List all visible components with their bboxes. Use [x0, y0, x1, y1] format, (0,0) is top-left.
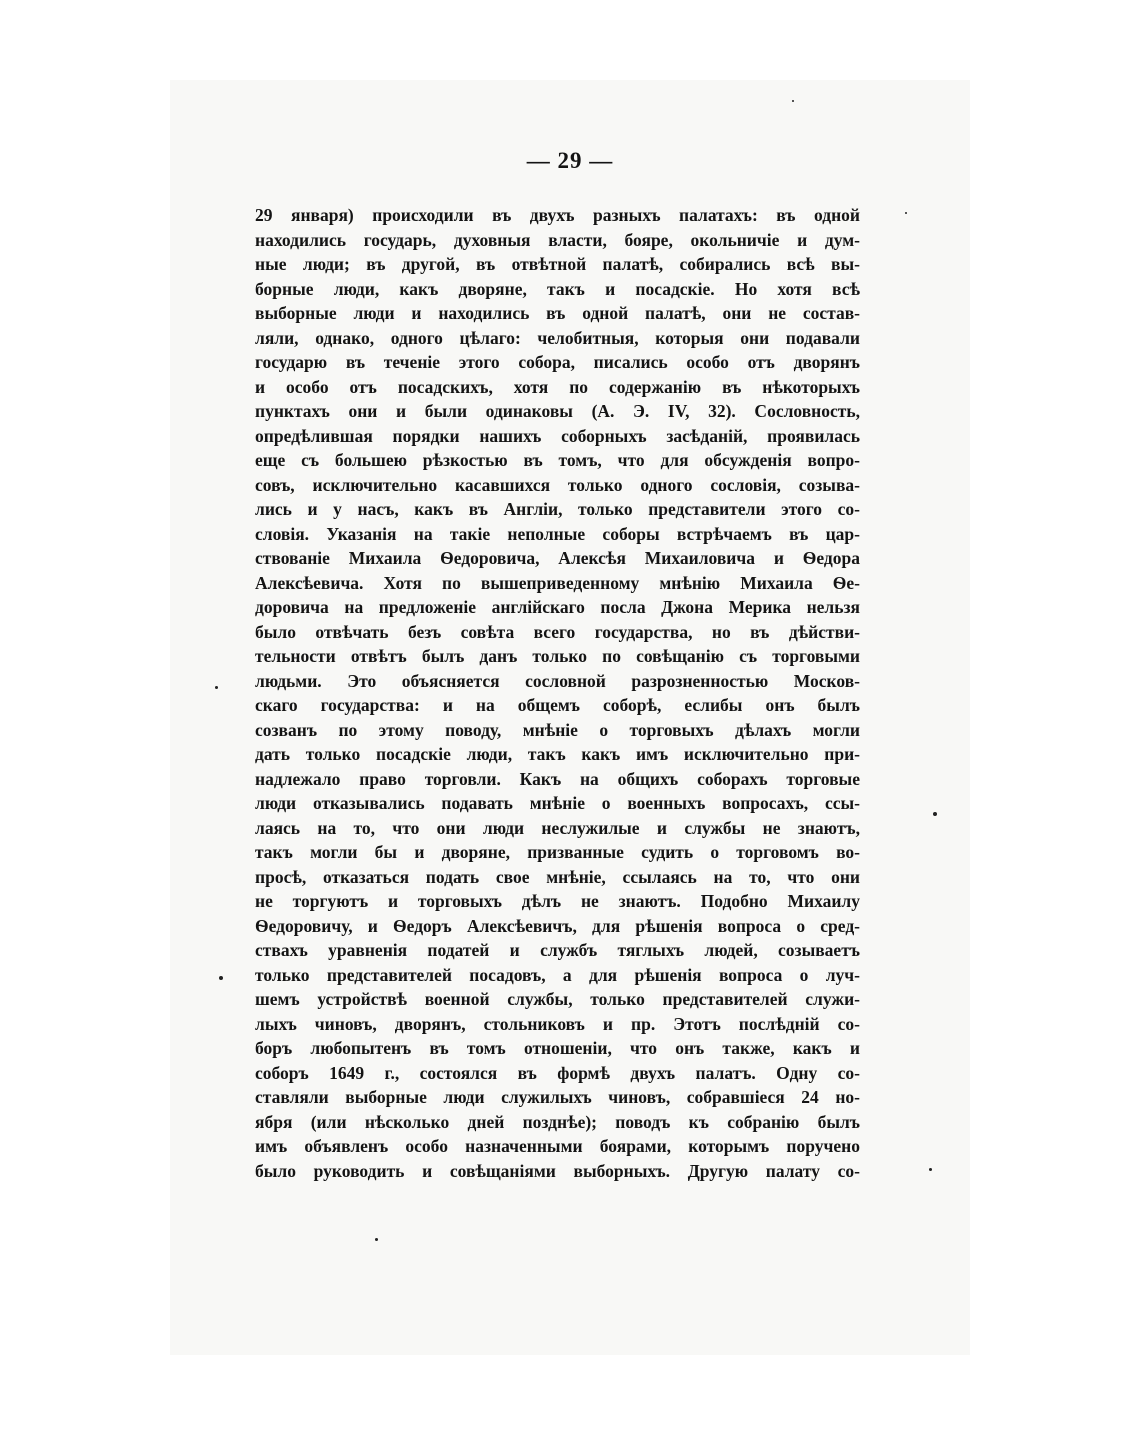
text-line: государю въ теченіе этого собора, писались особо отъ дворянъ — [255, 352, 860, 372]
scan-speck — [219, 976, 223, 980]
text-line: ствахъ уравненія податей и службъ тяглыхъ людей, созываетъ — [255, 940, 860, 960]
text-line: было отвѣчать безъ совѣта всего государства, но въ дѣйстви- — [255, 621, 860, 642]
scan-speck — [215, 686, 218, 689]
text-line: лаясь на то, что они люди неслужилые и службы не знаютъ, — [255, 817, 860, 838]
text-line: только представителей посадовъ, а для рѣшенія вопроса о луч- — [255, 964, 860, 985]
text-line: такъ могли бы и дворяне, призванные судить о торговомъ во- — [255, 842, 860, 862]
scan-speck — [792, 100, 794, 102]
scan-speck — [375, 1238, 378, 1241]
text-line: 29 января) происходили въ двухъ разныхъ палатахъ: въ одной — [255, 205, 860, 225]
text-line: дать только посадскіе люди, такъ какъ имъ исключительно при- — [255, 744, 860, 764]
text-line: еще съ большею рѣзкостью въ томъ, что для обсужденія вопро- — [255, 450, 860, 470]
text-line: созванъ по этому поводу, мнѣніе о торговыхъ дѣлахъ могли — [255, 719, 860, 740]
text-line: было руководить и совѣщаніями выборныхъ. Другую палату со- — [255, 1160, 860, 1181]
text-line: ляли, однако, одного цѣлаго: челобитныя, которыя они подавали — [255, 327, 860, 348]
text-line: пунктахъ они и были одинаковы (А. Э. IV, 32). Сословность, — [255, 401, 860, 421]
text-line: ября (или нѣсколько дней позднѣе); поводъ къ собранію былъ — [255, 1111, 860, 1132]
scan-speck — [905, 212, 907, 214]
text-line: просѣ, отказаться подать свое мнѣніе, ссылаясь на то, что они — [255, 866, 860, 887]
text-line: люди отказывались подавать мнѣніе о военныхъ вопросахъ, ссы- — [255, 793, 860, 813]
text-line: ставляли выборные люди служилыхъ чиновъ, собравшіеся 24 но- — [255, 1087, 860, 1107]
text-line: находились государь, духовныя власти, бояре, окольничіе и дум- — [255, 229, 860, 250]
text-line: не торгуютъ и торговыхъ дѣлъ не знаютъ. Подобно Михаилу — [255, 891, 860, 911]
text-line: и особо отъ посадскихъ, хотя по содержанію въ нѣкоторыхъ — [255, 376, 860, 397]
text-line: опредѣлившая порядки нашихъ соборныхъ засѣданій, проявилась — [255, 425, 860, 446]
scan-speck — [929, 1168, 932, 1171]
text-line: Ѳедоровичу, и Ѳедоръ Алексѣевичъ, для рѣшенія вопроса о сред- — [255, 915, 860, 936]
text-line: ствованіе Михаила Ѳедоровича, Алексѣя Михаиловича и Ѳедора — [255, 548, 860, 568]
text-line: скаго государства: и на общемъ соборѣ, еслибы онъ былъ — [255, 695, 860, 715]
text-line: словія. Указанія на такіе неполные соборы встрѣчаемъ въ цар- — [255, 523, 860, 544]
text-line: соборъ 1649 г., состоялся въ формѣ двухъ палатъ. Одну со- — [255, 1062, 860, 1083]
text-line: совъ, исключительно касавшихся только одного сословія, созыва- — [255, 474, 860, 495]
text-line: шемъ устройствѣ военной службы, только представителей служи- — [255, 989, 860, 1009]
text-line: борные люди, какъ дворяне, такъ и посадскіе. Но хотя всѣ — [255, 278, 860, 299]
text-line: лись и у насъ, какъ въ Англіи, только представители этого со- — [255, 499, 860, 519]
text-line: боръ любопытенъ въ томъ отношеніи, что онъ также, какъ и — [255, 1038, 860, 1058]
text-line: надлежало право торговли. Какъ на общихъ соборахъ торговые — [255, 768, 860, 789]
text-line: людьми. Это объясняется сословной разрозненностью Москов- — [255, 670, 860, 691]
scan-speck — [933, 812, 937, 816]
text-line: выборные люди и находились въ одной палатѣ, они не состав- — [255, 303, 860, 323]
text-line: ные люди; въ другой, въ отвѣтной палатѣ, собирались всѣ вы- — [255, 254, 860, 274]
text-line: тельности отвѣтъ былъ данъ только по совѣщанію съ торговыми — [255, 646, 860, 666]
page-number: — 29 — — [526, 148, 614, 173]
text-line: имъ объявленъ особо назначенными боярами, которымъ поручено — [255, 1136, 860, 1156]
body-text — [255, 203, 860, 1183]
text-line: доровича на предложеніе англійскаго посла Джона Мерика нельзя — [255, 597, 860, 617]
text-line: лыхъ чиновъ, дворянъ, стольниковъ и пр. Этотъ послѣдній со- — [255, 1013, 860, 1034]
text-line: Алексѣевича. Хотя по вышеприведенному мнѣнію Михаила Ѳе- — [255, 572, 860, 593]
